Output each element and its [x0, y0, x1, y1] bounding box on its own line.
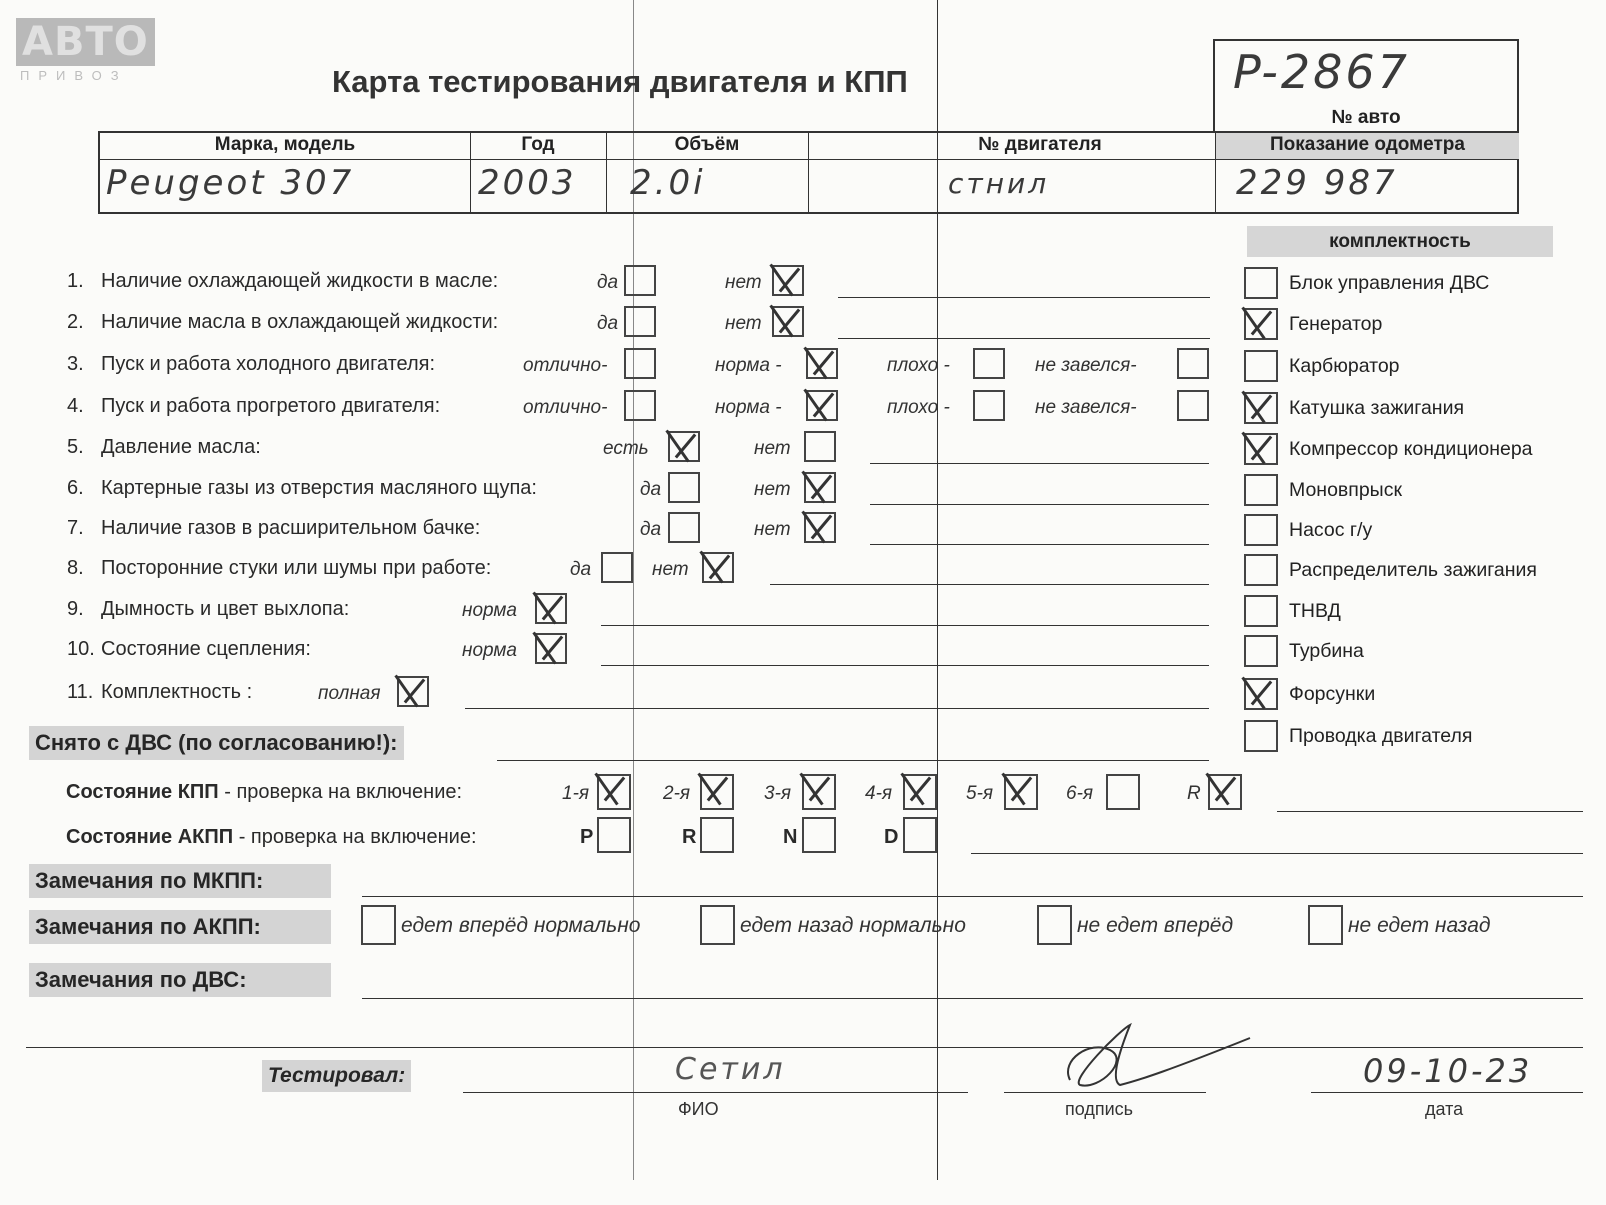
value-volume: 2.0i [630, 163, 706, 203]
fio-value: Сетил [675, 1052, 786, 1087]
completeness-checkbox[interactable] [1244, 635, 1278, 667]
completeness-checkbox[interactable] [1244, 267, 1278, 299]
completeness-item-label: Генератор [1289, 313, 1383, 335]
question-checkbox[interactable] [668, 431, 700, 462]
completeness-item-label: Распределитель зажигания [1289, 559, 1537, 581]
question-text: Состояние сцепления: [101, 638, 311, 660]
question-checkbox[interactable] [804, 512, 836, 543]
document-title: Карта тестирования двигателя и КПП [332, 64, 908, 99]
completeness-checkbox[interactable] [1244, 595, 1278, 627]
question-option-label: норма - [715, 397, 782, 418]
question-option-label: нет [754, 519, 791, 540]
removed-section-label: Снято с ДВС (по согласованию!): [29, 726, 404, 760]
header-table [98, 131, 1519, 214]
completeness-checkbox[interactable] [1244, 678, 1278, 710]
fio-label: ФИО [678, 1099, 719, 1119]
completeness-item-label: Катушка зажигания [1289, 397, 1465, 419]
question-option-label: да [640, 479, 662, 500]
completeness-checkbox[interactable] [1244, 350, 1278, 382]
header-engine-no: № двигателя [978, 134, 1102, 155]
question-number: 10. [67, 638, 95, 660]
akpp-line [971, 853, 1583, 854]
kpp-gear-checkbox[interactable] [1106, 774, 1140, 810]
question-checkbox[interactable] [973, 348, 1005, 379]
question-option-label: да [597, 313, 619, 334]
question-checkbox[interactable] [624, 348, 656, 379]
signature-stroke [1068, 1025, 1250, 1086]
car-number-value: P-2867 [1233, 45, 1410, 99]
akpp-label-bold: Состояние АКПП [66, 826, 234, 848]
akpp-remark-label: едет вперёд нормально [401, 914, 641, 937]
question-option-label: плохо - [887, 355, 950, 376]
logo-word: АВТО [16, 18, 155, 66]
question-option-label: нет [725, 272, 762, 293]
kpp-label [66, 781, 462, 804]
answer-line [770, 584, 1209, 585]
header-volume: Объём [674, 134, 740, 155]
completeness-checkbox[interactable] [1244, 554, 1278, 586]
question-option-label: отлично- [523, 397, 608, 418]
removed-line [497, 760, 1209, 761]
date-value: 09-10-23 [1363, 1052, 1533, 1090]
answer-line [601, 665, 1209, 666]
completeness-item-label: Карбюратор [1289, 355, 1400, 377]
question-text: Комплектность : [101, 681, 253, 703]
akpp-remark-label: не едет вперёд [1077, 914, 1234, 937]
kpp-label-rest: - проверка на включение: [218, 781, 463, 803]
question-option-label: нет [725, 313, 762, 334]
akpp-gear-checkbox[interactable] [802, 817, 836, 853]
answer-line [838, 297, 1210, 298]
question-checkbox[interactable] [772, 306, 804, 337]
remarks-akpp-label: Замечания по АКПП: [29, 910, 331, 944]
question-checkbox[interactable] [1177, 390, 1209, 421]
answer-line [870, 504, 1209, 505]
question-number: 6. [67, 477, 84, 499]
question-option-label: норма [462, 640, 517, 661]
akpp-gear-label: P [580, 826, 594, 848]
question-checkbox[interactable] [973, 390, 1005, 421]
akpp-gear-label: D [884, 826, 899, 848]
remarks-mkpp-line [362, 896, 1583, 897]
question-option-label: да [570, 559, 592, 580]
akpp-label [66, 826, 477, 849]
header-model: Марка, модель [214, 134, 356, 155]
akpp-label-rest: - проверка на включение: [233, 826, 477, 848]
kpp-gear-label: 4-я [865, 783, 893, 804]
question-text: Картерные газы из отверстия масляного щупа: [101, 477, 537, 499]
question-option-label: есть [603, 438, 649, 459]
completeness-item-label: Проводка двигателя [1289, 725, 1473, 747]
question-checkbox[interactable] [804, 472, 836, 503]
question-option-label: не завелся- [1035, 397, 1137, 418]
question-text: Наличие газов в расширительном бачке: [101, 517, 481, 539]
akpp-gear-checkbox[interactable] [700, 817, 734, 853]
kpp-gear-label: R [1187, 783, 1201, 804]
remarks-mkpp-label: Замечания по МКПП: [29, 864, 331, 898]
signature [1050, 1020, 1270, 1100]
question-option-label: да [640, 519, 662, 540]
question-option-label: нет [652, 559, 689, 580]
question-option-label: норма [462, 600, 517, 621]
completeness-checkbox[interactable] [1244, 392, 1278, 424]
question-text: Наличие масла в охлаждающей жидкости: [101, 311, 499, 333]
kpp-gear-label: 6-я [1066, 783, 1094, 804]
completeness-item-label: Форсунки [1289, 683, 1376, 705]
kpp-gear-checkbox[interactable] [903, 774, 937, 810]
question-number: 3. [67, 353, 84, 375]
akpp-gear-label: R [682, 826, 697, 848]
kpp-gear-label: 2-я [663, 783, 691, 804]
akpp-remark-checkbox[interactable] [361, 905, 396, 945]
answer-line [465, 708, 1209, 709]
footer-separator [26, 1047, 1583, 1048]
completeness-item-label: Блок управления ДВС [1289, 272, 1490, 294]
akpp-gear-label: N [783, 826, 798, 848]
kpp-gear-label: 1-я [562, 783, 590, 804]
question-option-label: нет [754, 479, 791, 500]
value-year: 2003 [478, 163, 577, 203]
akpp-remark-checkbox[interactable] [700, 905, 735, 945]
question-text: Давление масла: [101, 436, 261, 458]
question-checkbox[interactable] [804, 431, 836, 462]
completeness-item-label: Турбина [1289, 640, 1364, 662]
completeness-checkbox[interactable] [1244, 514, 1278, 546]
completeness-checkbox[interactable] [1244, 720, 1278, 752]
akpp-remark-checkbox[interactable] [1308, 905, 1343, 945]
question-number: 5. [67, 436, 84, 458]
completeness-checkbox[interactable] [1244, 308, 1278, 340]
question-option-label: да [597, 272, 619, 293]
question-option-label: норма - [715, 355, 782, 376]
answer-line [870, 463, 1209, 464]
kpp-label-bold: Состояние КПП [66, 781, 219, 803]
value-odometer: 229 987 [1236, 163, 1398, 203]
col-sep [808, 133, 809, 212]
answer-line [601, 625, 1209, 626]
question-option-label: отлично- [523, 355, 608, 376]
remarks-dvs-line [362, 998, 1583, 999]
car-number-label: № авто [1331, 107, 1401, 128]
akpp-remark-label: едет назад нормально [740, 914, 966, 937]
question-checkbox[interactable] [806, 390, 838, 421]
kpp-line [1277, 811, 1583, 812]
header-odometer: Показание одометра [1270, 134, 1465, 155]
logo-subtitle: ПРИВОЗ [20, 68, 128, 83]
question-text: Пуск и работа холодного двигателя: [101, 353, 436, 375]
remarks-dvs-label: Замечания по ДВС: [29, 963, 331, 997]
question-checkbox[interactable] [668, 512, 700, 543]
question-checkbox[interactable] [535, 633, 567, 664]
question-checkbox[interactable] [806, 348, 838, 379]
completeness-item-label: Компрессор кондиционера [1289, 438, 1533, 460]
date-line [1311, 1092, 1583, 1093]
question-number: 7. [67, 517, 84, 539]
sign-line [1004, 1092, 1206, 1093]
question-checkbox[interactable] [624, 265, 656, 296]
completeness-title: комплектность [1247, 226, 1553, 257]
question-text: Посторонние стуки или шумы при работе: [101, 557, 492, 579]
kpp-gear-checkbox[interactable] [802, 774, 836, 810]
question-checkbox[interactable] [702, 552, 734, 583]
logo [16, 18, 149, 83]
question-number: 1. [67, 270, 84, 292]
car-number-box [1213, 39, 1519, 133]
question-checkbox[interactable] [668, 472, 700, 503]
sign-label: подпись [1065, 1099, 1134, 1119]
question-text: Пуск и работа прогретого двигателя: [101, 395, 441, 417]
kpp-gear-label: 5-я [966, 783, 994, 804]
completeness-item-label: Насос г/у [1289, 519, 1373, 541]
kpp-gear-checkbox[interactable] [1004, 774, 1038, 810]
question-checkbox[interactable] [601, 552, 633, 583]
value-engine-no: стнил [948, 167, 1050, 200]
akpp-remark-label: не едет назад [1348, 914, 1491, 937]
question-checkbox[interactable] [624, 306, 656, 337]
akpp-gear-checkbox[interactable] [597, 817, 631, 853]
fio-line [463, 1092, 968, 1093]
question-checkbox[interactable] [1177, 348, 1209, 379]
kpp-gear-label: 3-я [764, 783, 792, 804]
question-checkbox[interactable] [535, 593, 567, 624]
question-number: 4. [67, 395, 84, 417]
question-option-label: полная [318, 683, 381, 704]
question-text: Наличие охлаждающей жидкости в масле: [101, 270, 499, 292]
value-model: Peugeot 307 [106, 163, 355, 203]
answer-line [870, 544, 1209, 545]
kpp-gear-checkbox[interactable] [700, 774, 734, 810]
akpp-remark-checkbox[interactable] [1037, 905, 1072, 945]
question-option-label: плохо - [887, 397, 950, 418]
question-checkbox[interactable] [772, 265, 804, 296]
question-text: Дымность и цвет выхлопа: [101, 598, 350, 620]
question-option-label: нет [754, 438, 791, 459]
question-number: 9. [67, 598, 84, 620]
completeness-item-label: ТНВД [1289, 600, 1341, 622]
completeness-checkbox[interactable] [1244, 474, 1278, 506]
kpp-gear-checkbox[interactable] [597, 774, 631, 810]
completeness-item-label: Моновпрыск [1289, 479, 1402, 501]
question-option-label: не завелся- [1035, 355, 1137, 376]
question-number: 2. [67, 311, 84, 333]
completeness-checkbox[interactable] [1244, 433, 1278, 465]
question-checkbox[interactable] [397, 676, 429, 707]
question-number: 11. [67, 681, 94, 703]
header-year: Год [521, 134, 555, 155]
kpp-gear-checkbox[interactable] [1208, 774, 1242, 810]
question-checkbox[interactable] [624, 390, 656, 421]
question-number: 8. [67, 557, 84, 579]
tested-by-label: Тестировал: [262, 1060, 411, 1092]
akpp-gear-checkbox[interactable] [903, 817, 937, 853]
date-label: дата [1425, 1099, 1464, 1119]
answer-line [838, 338, 1210, 339]
